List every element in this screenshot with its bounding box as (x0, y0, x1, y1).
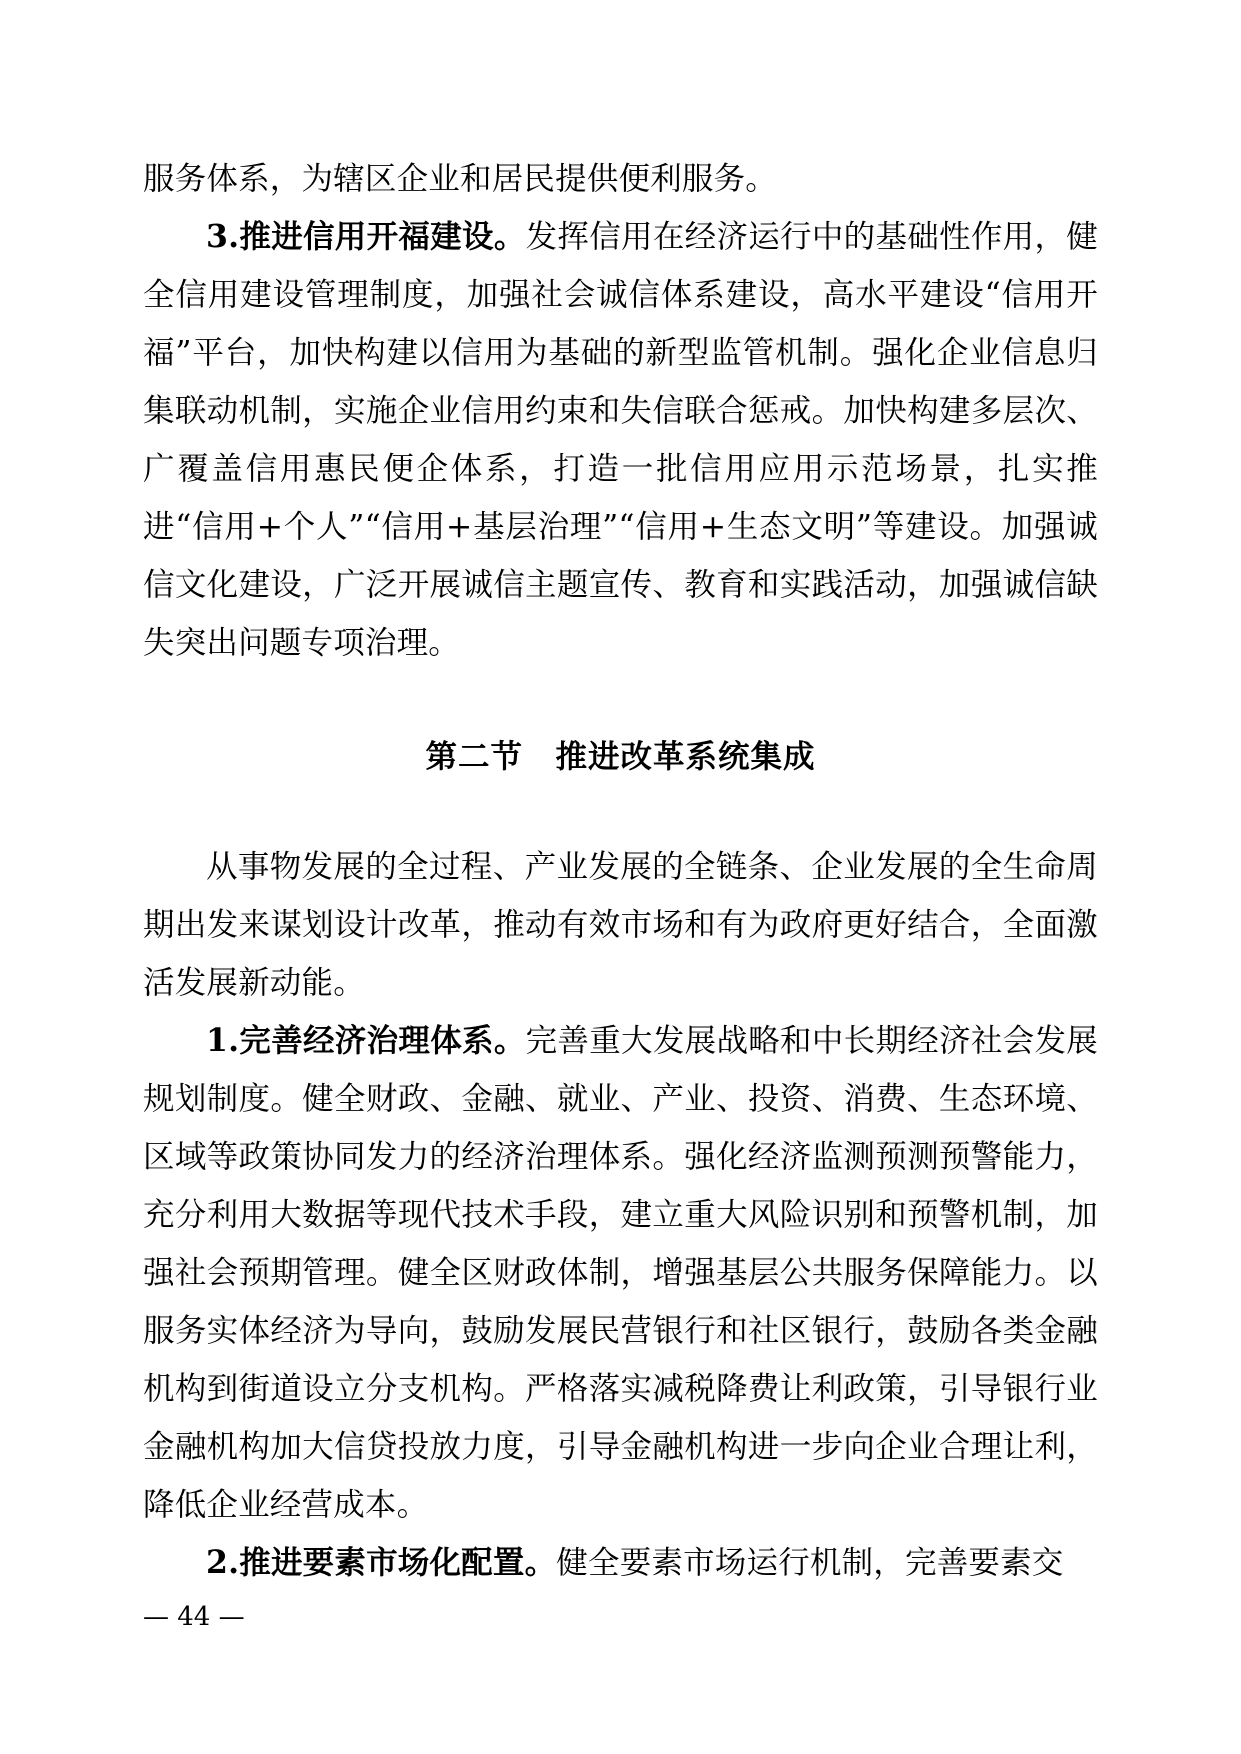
paragraph-text: 完善重大发展战略和中长期经济社会发展规划制度。健全财政、金融、就业、产业、投资、消费、生态环境、区域等政策协同发力的经济治理体系。强化经济监测预测预警能力，充分利用大数据等现代技术手段，建立重大风险识别和预警机制，加强社会预期管理。健全区财政体制，增强基层公共服务保障能力。以服务实体经济为导向，鼓励发展民营银行和社区银行，鼓励各类金融机构到街道设立分支机构。严格落实减税降费让利政策，引导银行业金融机构加大信贷投放力度，引导金融机构进一步向企业合理让利，降低企业经营成本。 (143, 1023, 1098, 1523)
spacer (143, 786, 1098, 838)
paragraph-text: 发挥信用在经济运行中的基础性作用，健全信用建设管理制度，加强社会诚信体系建设，高水平建设“信用开福”平台，加快构建以信用为基础的新型监管机制。强化企业信息归集联动机制，实施企业信用约束和失信联合惩戒。加快构建多层次、广覆盖信用惠民便企体系，打造一批信用应用示范场景，扎实推进“信用+个人”“信用+基层治理”“信用+生态文明”等建设。加强诚信文化建设，广泛开展诚信主题宣传、教育和实践活动，加强诚信缺失突出问题专项治理。 (143, 219, 1098, 661)
page-content (143, 150, 1098, 1592)
paragraph-text: 从事物发展的全过程、产业发展的全链条、企业发展的全生命周期出发来谋划设计改革，推动有效市场和有为政府更好结合，全面激活发展新动能。 (143, 849, 1098, 1001)
page-number: — 44 — (143, 1602, 245, 1632)
paragraph-lead: 2.推进要素市场化配置。 (206, 1544, 557, 1581)
paragraph-continued (143, 150, 1098, 208)
spacer (143, 672, 1098, 728)
paragraph-text: 健全要素市场运行机制，完善要素交 (556, 1545, 1064, 1581)
paragraph-item-2 (143, 1534, 1098, 1592)
paragraph-item-3 (143, 208, 1098, 672)
paragraph-lead: 3.推进信用开福建设。 (206, 218, 526, 255)
paragraph-lead: 1.完善经济治理体系。 (206, 1022, 526, 1059)
paragraph-item-1 (143, 1012, 1098, 1534)
section-heading: 第二节 推进改革系统集成 (425, 738, 816, 775)
paragraph-text: 服务体系，为辖区企业和居民提供便利服务。 (143, 161, 778, 197)
paragraph-section-intro (143, 838, 1098, 1012)
